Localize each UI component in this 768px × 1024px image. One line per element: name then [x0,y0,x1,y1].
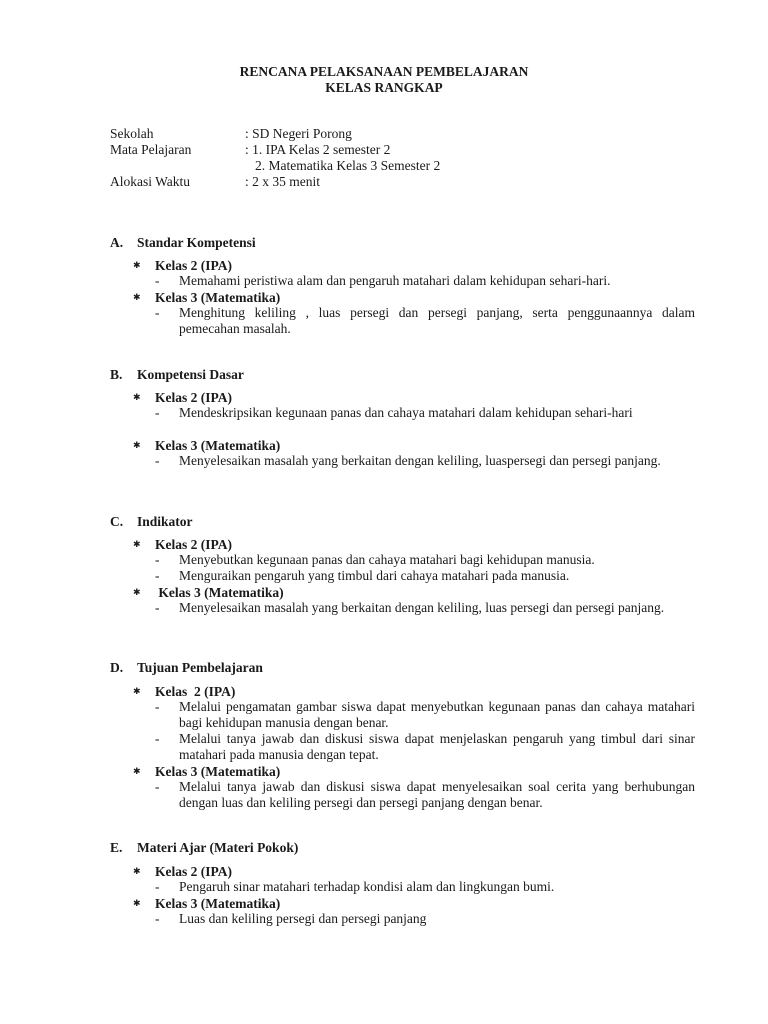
list-item-text: Melalui tanya jawab dan diskusi siswa dapat menyelesaikan soal cerita yang berhubungan dengan luas dan keliling persegi dan persegi panjang dengan benar. [179,779,695,810]
meta-mapel-value1: : 1. IPA Kelas 2 semester 2 [245,142,391,157]
meta-mapel-label: Mata Pelajaran [110,142,192,157]
bullet-asterisk-icon: ✱ [133,898,141,908]
bullet-kelas2 [133,863,232,880]
section-heading-b [110,367,244,383]
list-item-text: Mendeskripsikan kegunaan panas dan cahaya matahari dalam kehidupan sehari-hari [179,405,633,420]
bullet-asterisk-icon: ✱ [133,260,141,270]
list-item-text: Menyelesaikan masalah yang berkaitan dengan keliling, luaspersegi dan persegi panjang. [179,453,661,468]
bullet-kelas3 [133,584,284,601]
meta-mapel-value2: 2. Matematika Kelas 3 Semester 2 [255,158,441,173]
bullet-label: Kelas 3 (Matematika) [155,290,281,305]
document-title-line2: KELAS RANGKAP [325,80,443,95]
section-title: Standar Kompetensi [137,235,256,250]
list-item-text: Menguraikan pengaruh yang timbul dari cahaya matahari pada manusia. [179,568,570,583]
bullet-asterisk-icon: ✱ [133,292,141,302]
section-heading-a [110,235,256,251]
section-letter: B. [110,367,123,382]
dash-marker: - [155,453,160,468]
bullet-kelas2 [133,389,232,406]
dash-marker: - [155,911,160,926]
bullet-kelas3 [133,895,280,912]
dash-marker: - [155,600,160,615]
dash-marker: - [155,405,160,420]
bullet-label: Kelas 2 (IPA) [155,258,232,273]
bullet-asterisk-icon: ✱ [133,686,141,696]
bullet-asterisk-icon: ✱ [133,440,141,450]
dash-marker: - [155,779,160,794]
section-letter: A. [110,235,124,250]
bullet-label: Kelas 3 (Matematika) [155,896,281,911]
bullet-asterisk-icon: ✱ [133,766,141,776]
meta-waktu-label: Alokasi Waktu [110,174,191,189]
list-item-text: Luas dan keliling persegi dan persegi panjang [179,911,427,926]
document-title-line1: RENCANA PELAKSANAAN PEMBELAJARAN [239,64,529,79]
dash-marker: - [155,552,160,567]
list-item-text: Menghitung keliling , luas persegi dan persegi panjang, serta penggunaannya dalam pemecahan masalah. [179,305,695,336]
dash-marker: - [155,699,160,714]
list-item-text: Memahami peristiwa alam dan pengaruh matahari dalam kehidupan sehari-hari. [179,273,611,288]
meta-waktu-value: : 2 x 35 menit [245,174,320,189]
bullet-label: Kelas 3 (Matematika) [155,585,284,600]
bullet-asterisk-icon: ✱ [133,539,141,549]
bullet-label: Kelas 3 (Matematika) [155,438,281,453]
dash-marker: - [155,879,160,894]
bullet-kelas3 [133,437,280,454]
section-title: Kompetensi Dasar [137,367,244,382]
section-letter: C. [110,514,124,529]
section-letter: D. [110,660,124,675]
bullet-label: Kelas 3 (Matematika) [155,764,281,779]
bullet-kelas3 [133,289,280,306]
section-title: Materi Ajar (Materi Pokok) [137,840,299,855]
dash-marker: - [155,731,160,746]
bullet-label: Kelas 2 (IPA) [155,537,232,552]
bullet-label: Kelas 2 (IPA) [155,390,232,405]
meta-sekolah-value: : SD Negeri Porong [245,126,352,141]
bullet-label: Kelas 2 (IPA) [155,684,236,699]
list-item-text: Pengaruh sinar matahari terhadap kondisi alam dan lingkungan bumi. [179,879,555,894]
section-heading-c [110,514,193,530]
bullet-label: Kelas 2 (IPA) [155,864,232,879]
list-item-text: Menyelesaikan masalah yang berkaitan dengan keliling, luas persegi dan persegi panjang. [179,600,665,615]
section-heading-d [110,660,263,676]
section-title: Indikator [137,514,193,529]
bullet-asterisk-icon: ✱ [133,587,141,597]
list-item-text: Menyebutkan kegunaan panas dan cahaya matahari bagi kehidupan manusia. [179,552,595,567]
bullet-kelas2 [133,536,232,553]
section-title: Tujuan Pembelajaran [137,660,263,675]
list-item-text: Melalui pengamatan gambar siswa dapat menyebutkan kegunaan panas dan cahaya matahari bagi kehidupan manusia dengan benar. [179,699,695,730]
dash-marker: - [155,273,160,288]
bullet-asterisk-icon: ✱ [133,866,141,876]
section-letter: E. [110,840,123,855]
bullet-kelas3 [133,763,280,780]
bullet-kelas2 [133,683,235,700]
dash-marker: - [155,568,160,583]
bullet-kelas2 [133,257,232,274]
bullet-asterisk-icon: ✱ [133,392,141,402]
list-item-text: Melalui tanya jawab dan diskusi siswa dapat menjelaskan pengaruh yang timbul dari sinar matahari pada manusia dengan tepat. [179,731,695,762]
section-heading-e [110,840,298,856]
meta-sekolah-label: Sekolah [110,126,154,141]
dash-marker: - [155,305,160,320]
